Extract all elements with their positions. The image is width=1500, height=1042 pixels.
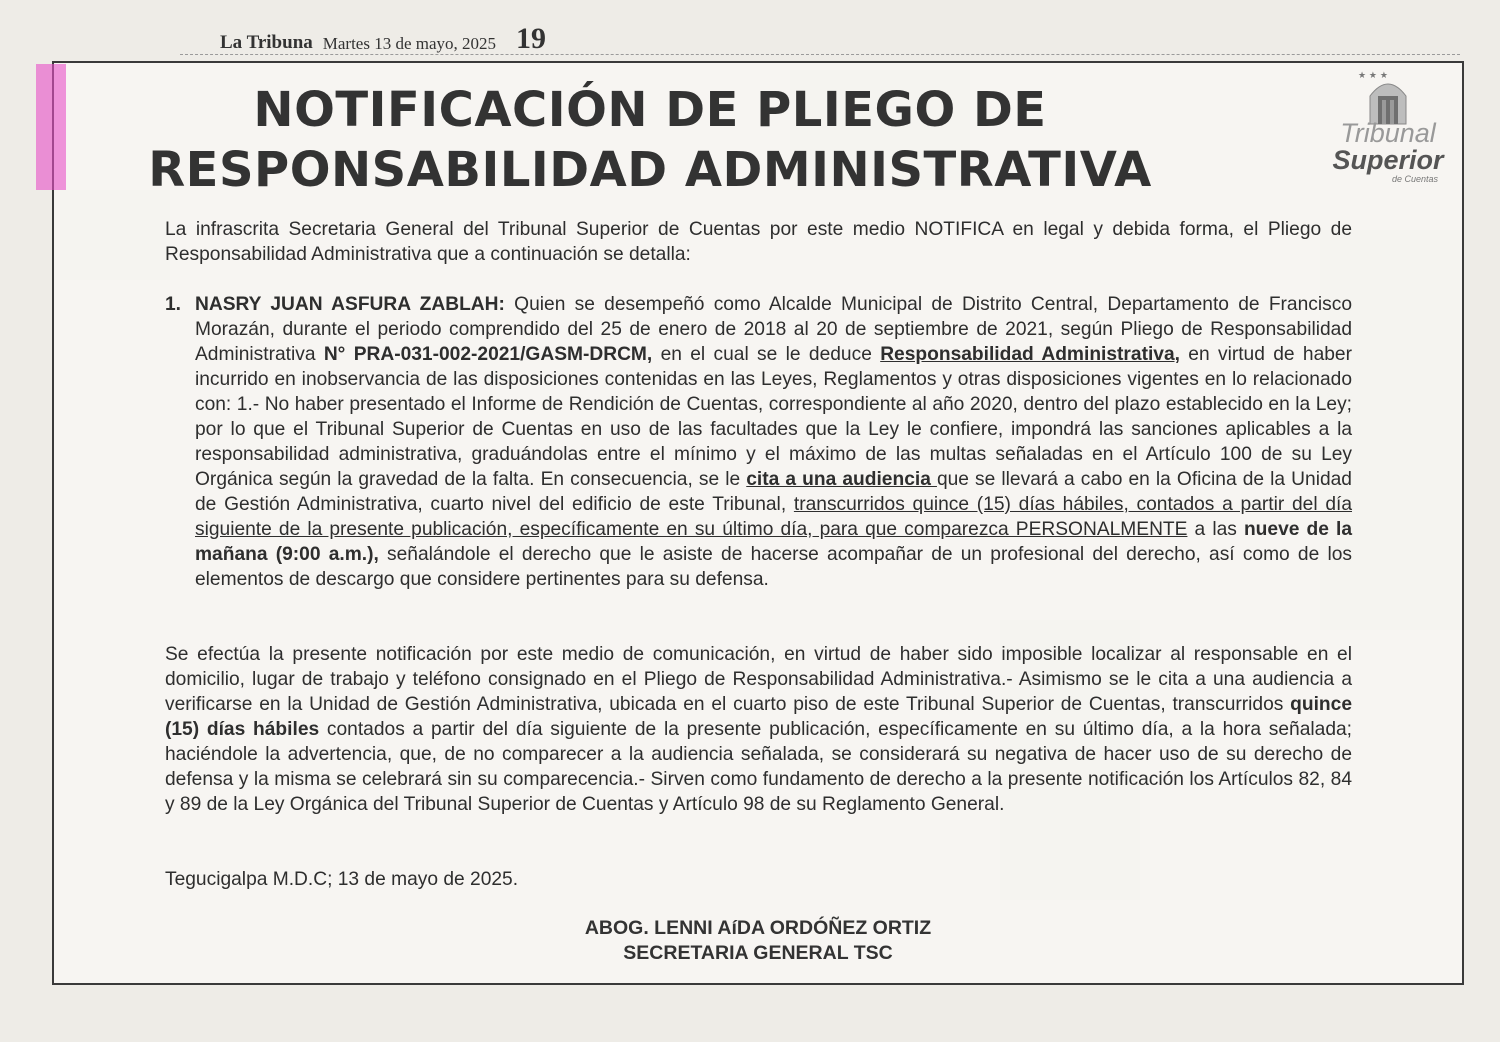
item-number: 1. (165, 294, 182, 315)
item-text-5: a las (1187, 519, 1244, 540)
signatory-name: ABOG. LENNI AíDA ORDÓÑEZ ORTIZ (584, 917, 932, 939)
tsc-logo (1318, 66, 1458, 192)
intro-paragraph: La infrascrita Secretaria General del Tribunal Superior de Cuentas por este medio NOTIFICA en legal y debida forma, el Pliego de Responsabilidad Administrativa que a continuación se detalla: (165, 219, 1352, 265)
signature-block (500, 916, 1016, 966)
para2-deadline: quince (15) días hábiles (165, 694, 1352, 740)
logo-text-de-cuentas: de Cuentas (1391, 174, 1438, 184)
signatory-title: SECRETARIA GENERAL TSC (623, 942, 893, 964)
notice-item-1 (165, 292, 1352, 592)
place-and-date: Tegucigalpa M.D.C; 13 de mayo de 2025. (165, 869, 519, 890)
item-text-4: que se llevará a cabo en la Oficina de la Unidad de Gestión Administrativa, cuarto nivel del edificio de este Tribunal, (195, 469, 1352, 515)
para2-text-1: Se efectúa la presente notificación por este medio de comunicación, en virtud de haber sido imposible localizar al responsable en el domicilio, lugar de trabajo y teléfono consignado en el Pliego de Responsabilidad Administrativa.- Asimismo se le cita a una audiencia a verificarse en la Unidad de Gestión Administrativa, ubicada en el cuarto piso de este Tribunal Superior de Cuentas, transcurridos (165, 644, 1352, 715)
item-text-2: en el cual se le deduce (652, 344, 881, 365)
svg-text:★ ★ ★: ★ ★ ★ (1358, 71, 1388, 81)
newspaper-name: La Tribuna (220, 32, 313, 53)
item-text-1: Quien se desempeñó como Alcalde Municipal de Distrito Central, Departamento de Francisco Morazán, durante el periodo comprendido del 25 de enero de 2018 al 20 de septiembre de 2021, según Pliego de Responsabilidad Administrativa (195, 294, 1352, 365)
logo-text-superior: Superior (1332, 145, 1444, 175)
masthead-divider (180, 54, 1460, 55)
deadline-phrase: transcurridos quince (15) días hábiles, contados a partir del día siguiente de la presente publicación, específicamente en su último día, para que comparezca PERSONALMENTE (195, 494, 1352, 540)
para2-text-2: contados a partir del día siguiente de la presente publicación, específicamente en su último día, a la hora señalada; haciéndole la advertencia, que, de no comparecer a la audiencia señalada, se considerará su negativa de hacer uso de su derecho de defensa y la misma se celebrará sin su comparecencia.- Sirven como fundamento de derecho a la presente notificación los Artículos 82, 84 y 89 de la Ley Orgánica del Tribunal Superior de Cuentas y Artículo 98 de su Reglamento General. (165, 719, 1352, 815)
item-text-3: en virtud de haber incurrido en inobservancia de las disposiciones contenidas en las Leyes, Reglamentos y otras disposiciones vigentes en lo relacionado con: 1.- No haber presentado el Informe de Rendición de Cuentas, correspondiente al año 2020, dentro del plazo establecido en la Ley; por lo que el Tribunal Superior de Cuentas en uso de las facultades que la Ley le confiere, impondrá las sanciones aplicables a la responsabilidad administrativa, graduándolas entre el mínimo y el máximo de las multas señaladas en el Artículo 100 de su Ley Orgánica según la gravedad de la falta. En consecuencia, se le (195, 344, 1352, 490)
citation-phrase: cita a una audiencia (746, 469, 937, 490)
responsabilidad-term: Responsabilidad Administrativa, (880, 344, 1180, 365)
notice-title (130, 80, 1170, 200)
item-text-6: señalándole el derecho que le asiste de hacerse acompañar de un profesional del derecho, así como de los elementos de descargo que considere pertinentes para su defensa. (195, 544, 1352, 590)
logo-text-tribunal: Tribunal (1340, 118, 1436, 148)
respondent-name: NASRY JUAN ASFURA ZABLAH: (195, 294, 505, 315)
title-line-2: RESPONSABILIDAD ADMINISTRATIVA (148, 142, 1152, 198)
title-line-1: NOTIFICACIÓN DE PLIEGO DE (253, 82, 1047, 138)
item-content (195, 292, 1352, 592)
notification-paragraph (165, 642, 1352, 817)
page-number: 19 (516, 22, 547, 55)
masthead (220, 14, 546, 54)
pliego-number: N° PRA-031-002-2021/GASM-DRCM, (323, 344, 653, 365)
tribunal-building-icon (1348, 66, 1428, 126)
hearing-time: nueve de la mañana (9:00 a.m.), (195, 519, 1352, 565)
highlighter-mark (36, 64, 66, 190)
issue-date: Martes 13 de mayo, 2025 (322, 34, 497, 53)
